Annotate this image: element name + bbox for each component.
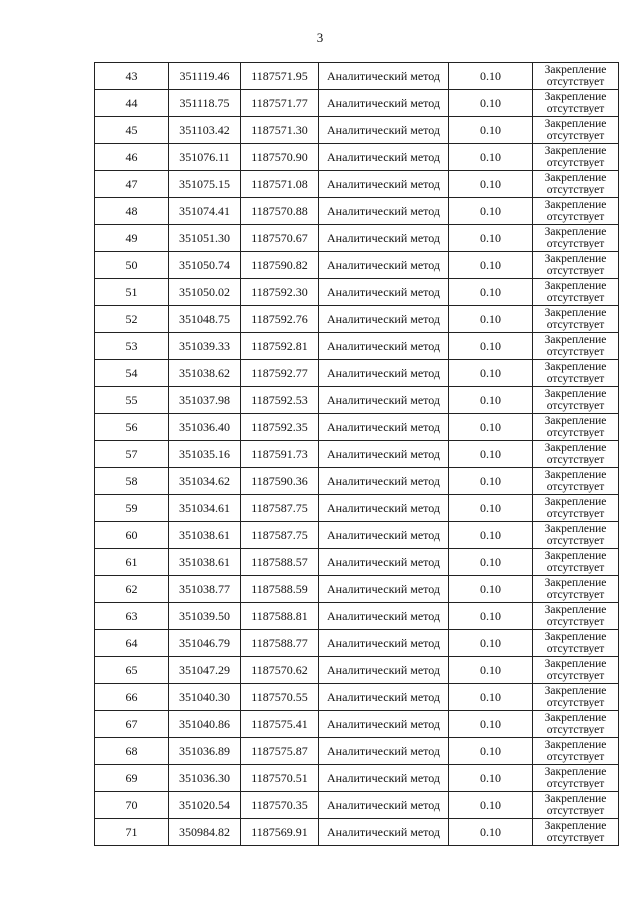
point-number-cell: 70 (95, 792, 169, 819)
method-cell: Аналитический метод (319, 198, 449, 225)
accuracy-cell: 0.10 (449, 333, 533, 360)
x-coordinate-cell: 351036.89 (169, 738, 241, 765)
y-coordinate-cell: 1187592.35 (241, 414, 319, 441)
fixation-line-2: отсутствует (546, 589, 605, 601)
accuracy-cell: 0.10 (449, 495, 533, 522)
x-coordinate-cell: 350984.82 (169, 819, 241, 846)
x-coordinate-cell: 351119.46 (169, 63, 241, 90)
fixation-line-1: Закрепление (544, 172, 607, 184)
table-row (95, 522, 619, 549)
table-row (95, 360, 619, 387)
accuracy-cell: 0.10 (449, 387, 533, 414)
fixation-line-2: отсутствует (546, 643, 605, 655)
accuracy-cell: 0.10 (449, 279, 533, 306)
x-coordinate-cell: 351047.29 (169, 657, 241, 684)
fixation-cell (533, 414, 619, 441)
fixation-line-1: Закрепление (544, 334, 607, 346)
y-coordinate-cell: 1187570.67 (241, 225, 319, 252)
point-number-cell: 68 (95, 738, 169, 765)
fixation-cell (533, 441, 619, 468)
fixation-cell (533, 144, 619, 171)
accuracy-cell: 0.10 (449, 657, 533, 684)
method-cell: Аналитический метод (319, 468, 449, 495)
fixation-cell (533, 819, 619, 846)
point-number-cell: 66 (95, 684, 169, 711)
x-coordinate-cell: 351036.40 (169, 414, 241, 441)
accuracy-cell: 0.10 (449, 306, 533, 333)
accuracy-cell: 0.10 (449, 738, 533, 765)
fixation-cell (533, 495, 619, 522)
table-row (95, 306, 619, 333)
method-cell: Аналитический метод (319, 495, 449, 522)
table-row (95, 198, 619, 225)
fixation-line-1: Закрепление (544, 712, 607, 724)
fixation-line-2: отсутствует (546, 130, 605, 142)
fixation-line-2: отсутствует (546, 238, 605, 250)
y-coordinate-cell: 1187588.81 (241, 603, 319, 630)
fixation-cell (533, 765, 619, 792)
fixation-line-2: отсутствует (546, 832, 605, 844)
fixation-line-2: отсутствует (546, 454, 605, 466)
y-coordinate-cell: 1187575.41 (241, 711, 319, 738)
fixation-line-1: Закрепление (544, 577, 607, 589)
page-number: 3 (316, 30, 324, 45)
method-cell: Аналитический метод (319, 360, 449, 387)
x-coordinate-cell: 351034.61 (169, 495, 241, 522)
point-number-cell: 47 (95, 171, 169, 198)
point-number-cell: 46 (95, 144, 169, 171)
table-row (95, 468, 619, 495)
fixation-line-2: отсутствует (546, 616, 605, 628)
accuracy-cell: 0.10 (449, 765, 533, 792)
table-row (95, 765, 619, 792)
fixation-line-1: Закрепление (544, 307, 607, 319)
point-number-cell: 54 (95, 360, 169, 387)
x-coordinate-cell: 351034.62 (169, 468, 241, 495)
fixation-line-2: отсутствует (546, 373, 605, 385)
point-number-cell: 50 (95, 252, 169, 279)
table-row (95, 738, 619, 765)
point-number-cell: 63 (95, 603, 169, 630)
point-number-cell: 45 (95, 117, 169, 144)
fixation-cell (533, 63, 619, 90)
y-coordinate-cell: 1187592.81 (241, 333, 319, 360)
y-coordinate-cell: 1187590.82 (241, 252, 319, 279)
fixation-cell (533, 252, 619, 279)
method-cell: Аналитический метод (319, 306, 449, 333)
y-coordinate-cell: 1187587.75 (241, 522, 319, 549)
table-row (95, 495, 619, 522)
y-coordinate-cell: 1187570.55 (241, 684, 319, 711)
table-row (95, 630, 619, 657)
x-coordinate-cell: 351048.75 (169, 306, 241, 333)
y-coordinate-cell: 1187588.77 (241, 630, 319, 657)
x-coordinate-cell: 351038.61 (169, 522, 241, 549)
fixation-line-1: Закрепление (544, 361, 607, 373)
point-number-cell: 64 (95, 630, 169, 657)
point-number-cell: 62 (95, 576, 169, 603)
accuracy-cell: 0.10 (449, 684, 533, 711)
x-coordinate-cell: 351074.41 (169, 198, 241, 225)
accuracy-cell: 0.10 (449, 549, 533, 576)
fixation-line-1: Закрепление (544, 820, 607, 832)
y-coordinate-cell: 1187570.88 (241, 198, 319, 225)
fixation-cell (533, 549, 619, 576)
x-coordinate-cell: 351103.42 (169, 117, 241, 144)
point-number-cell: 56 (95, 414, 169, 441)
accuracy-cell: 0.10 (449, 711, 533, 738)
fixation-line-2: отсутствует (546, 697, 605, 709)
method-cell: Аналитический метод (319, 738, 449, 765)
table-row (95, 225, 619, 252)
accuracy-cell: 0.10 (449, 171, 533, 198)
fixation-cell (533, 684, 619, 711)
method-cell: Аналитический метод (319, 792, 449, 819)
y-coordinate-cell: 1187592.53 (241, 387, 319, 414)
y-coordinate-cell: 1187570.62 (241, 657, 319, 684)
fixation-line-1: Закрепление (544, 766, 607, 778)
method-cell: Аналитический метод (319, 549, 449, 576)
x-coordinate-cell: 351118.75 (169, 90, 241, 117)
point-number-cell: 43 (95, 63, 169, 90)
method-cell: Аналитический метод (319, 819, 449, 846)
fixation-line-2: отсутствует (546, 211, 605, 223)
coordinates-table (94, 62, 619, 846)
fixation-line-2: отсутствует (546, 346, 605, 358)
point-number-cell: 58 (95, 468, 169, 495)
x-coordinate-cell: 351036.30 (169, 765, 241, 792)
fixation-line-2: отсутствует (546, 184, 605, 196)
fixation-cell (533, 360, 619, 387)
point-number-cell: 53 (95, 333, 169, 360)
fixation-cell (533, 225, 619, 252)
point-number-cell: 65 (95, 657, 169, 684)
y-coordinate-cell: 1187569.91 (241, 819, 319, 846)
accuracy-cell: 0.10 (449, 441, 533, 468)
point-number-cell: 52 (95, 306, 169, 333)
fixation-cell (533, 279, 619, 306)
accuracy-cell: 0.10 (449, 117, 533, 144)
accuracy-cell: 0.10 (449, 468, 533, 495)
fixation-cell (533, 171, 619, 198)
x-coordinate-cell: 351040.30 (169, 684, 241, 711)
fixation-line-1: Закрепление (544, 469, 607, 481)
fixation-cell (533, 792, 619, 819)
method-cell: Аналитический метод (319, 522, 449, 549)
fixation-cell (533, 387, 619, 414)
table-row (95, 279, 619, 306)
point-number-cell: 60 (95, 522, 169, 549)
fixation-cell (533, 603, 619, 630)
accuracy-cell: 0.10 (449, 360, 533, 387)
fixation-cell (533, 522, 619, 549)
table-row (95, 333, 619, 360)
table-row (95, 387, 619, 414)
table-row (95, 252, 619, 279)
table-row (95, 819, 619, 846)
x-coordinate-cell: 351046.79 (169, 630, 241, 657)
y-coordinate-cell: 1187570.35 (241, 792, 319, 819)
fixation-line-2: отсутствует (546, 292, 605, 304)
x-coordinate-cell: 351035.16 (169, 441, 241, 468)
point-number-cell: 48 (95, 198, 169, 225)
method-cell: Аналитический метод (319, 441, 449, 468)
accuracy-cell: 0.10 (449, 819, 533, 846)
fixation-cell (533, 630, 619, 657)
accuracy-cell: 0.10 (449, 414, 533, 441)
fixation-line-2: отсутствует (546, 508, 605, 520)
fixation-line-1: Закрепление (544, 226, 607, 238)
point-number-cell: 67 (95, 711, 169, 738)
table-row (95, 171, 619, 198)
method-cell: Аналитический метод (319, 711, 449, 738)
fixation-line-2: отсутствует (546, 562, 605, 574)
fixation-line-2: отсутствует (546, 157, 605, 169)
accuracy-cell: 0.10 (449, 225, 533, 252)
table-row (95, 63, 619, 90)
y-coordinate-cell: 1187592.76 (241, 306, 319, 333)
x-coordinate-cell: 351050.02 (169, 279, 241, 306)
fixation-line-1: Закрепление (544, 442, 607, 454)
fixation-line-1: Закрепление (544, 550, 607, 562)
fixation-line-2: отсутствует (546, 778, 605, 790)
method-cell: Аналитический метод (319, 90, 449, 117)
x-coordinate-cell: 351051.30 (169, 225, 241, 252)
table-row (95, 684, 619, 711)
fixation-line-1: Закрепление (544, 388, 607, 400)
x-coordinate-cell: 351039.33 (169, 333, 241, 360)
y-coordinate-cell: 1187588.57 (241, 549, 319, 576)
x-coordinate-cell: 351075.15 (169, 171, 241, 198)
table-row (95, 657, 619, 684)
fixation-line-2: отсутствует (546, 481, 605, 493)
accuracy-cell: 0.10 (449, 63, 533, 90)
point-number-cell: 55 (95, 387, 169, 414)
fixation-line-1: Закрепление (544, 631, 607, 643)
y-coordinate-cell: 1187591.73 (241, 441, 319, 468)
x-coordinate-cell: 351039.50 (169, 603, 241, 630)
point-number-cell: 49 (95, 225, 169, 252)
fixation-line-1: Закрепление (544, 793, 607, 805)
y-coordinate-cell: 1187588.59 (241, 576, 319, 603)
point-number-cell: 71 (95, 819, 169, 846)
accuracy-cell: 0.10 (449, 252, 533, 279)
fixation-line-1: Закрепление (544, 658, 607, 670)
fixation-line-2: отсутствует (546, 319, 605, 331)
fixation-cell (533, 333, 619, 360)
table-row (95, 792, 619, 819)
accuracy-cell: 0.10 (449, 522, 533, 549)
method-cell: Аналитический метод (319, 171, 449, 198)
x-coordinate-cell: 351020.54 (169, 792, 241, 819)
point-number-cell: 51 (95, 279, 169, 306)
accuracy-cell: 0.10 (449, 792, 533, 819)
table-row (95, 441, 619, 468)
fixation-cell (533, 468, 619, 495)
table-row (95, 603, 619, 630)
method-cell: Аналитический метод (319, 144, 449, 171)
fixation-line-1: Закрепление (544, 280, 607, 292)
method-cell: Аналитический метод (319, 117, 449, 144)
fixation-cell (533, 90, 619, 117)
fixation-cell (533, 738, 619, 765)
fixation-cell (533, 198, 619, 225)
table-row (95, 549, 619, 576)
table-row (95, 144, 619, 171)
method-cell: Аналитический метод (319, 765, 449, 792)
y-coordinate-cell: 1187592.77 (241, 360, 319, 387)
x-coordinate-cell: 351076.11 (169, 144, 241, 171)
x-coordinate-cell: 351038.77 (169, 576, 241, 603)
accuracy-cell: 0.10 (449, 576, 533, 603)
accuracy-cell: 0.10 (449, 198, 533, 225)
fixation-line-2: отсутствует (546, 805, 605, 817)
table-row (95, 90, 619, 117)
table-row (95, 414, 619, 441)
accuracy-cell: 0.10 (449, 603, 533, 630)
point-number-cell: 69 (95, 765, 169, 792)
fixation-cell (533, 711, 619, 738)
method-cell: Аналитический метод (319, 333, 449, 360)
y-coordinate-cell: 1187570.90 (241, 144, 319, 171)
fixation-line-2: отсутствует (546, 265, 605, 277)
method-cell: Аналитический метод (319, 225, 449, 252)
fixation-line-2: отсутствует (546, 400, 605, 412)
fixation-line-1: Закрепление (544, 64, 607, 76)
method-cell: Аналитический метод (319, 630, 449, 657)
fixation-cell (533, 306, 619, 333)
fixation-line-2: отсутствует (546, 670, 605, 682)
y-coordinate-cell: 1187571.77 (241, 90, 319, 117)
fixation-cell (533, 657, 619, 684)
x-coordinate-cell: 351038.62 (169, 360, 241, 387)
x-coordinate-cell: 351040.86 (169, 711, 241, 738)
fixation-line-2: отсутствует (546, 724, 605, 736)
y-coordinate-cell: 1187587.75 (241, 495, 319, 522)
point-number-cell: 59 (95, 495, 169, 522)
fixation-line-1: Закрепление (544, 739, 607, 751)
fixation-line-1: Закрепление (544, 253, 607, 265)
y-coordinate-cell: 1187571.30 (241, 117, 319, 144)
method-cell: Аналитический метод (319, 279, 449, 306)
method-cell: Аналитический метод (319, 603, 449, 630)
y-coordinate-cell: 1187570.51 (241, 765, 319, 792)
fixation-line-1: Закрепление (544, 91, 607, 103)
fixation-line-1: Закрепление (544, 523, 607, 535)
fixation-line-1: Закрепление (544, 685, 607, 697)
method-cell: Аналитический метод (319, 63, 449, 90)
table-row (95, 711, 619, 738)
method-cell: Аналитический метод (319, 657, 449, 684)
fixation-line-2: отсутствует (546, 76, 605, 88)
method-cell: Аналитический метод (319, 684, 449, 711)
x-coordinate-cell: 351050.74 (169, 252, 241, 279)
fixation-line-1: Закрепление (544, 199, 607, 211)
fixation-line-1: Закрепление (544, 496, 607, 508)
table-row (95, 576, 619, 603)
fixation-cell (533, 117, 619, 144)
method-cell: Аналитический метод (319, 387, 449, 414)
fixation-line-1: Закрепление (544, 118, 607, 130)
fixation-cell (533, 576, 619, 603)
fixation-line-2: отсутствует (546, 751, 605, 763)
x-coordinate-cell: 351037.98 (169, 387, 241, 414)
point-number-cell: 44 (95, 90, 169, 117)
fixation-line-1: Закрепление (544, 415, 607, 427)
y-coordinate-cell: 1187571.95 (241, 63, 319, 90)
x-coordinate-cell: 351038.61 (169, 549, 241, 576)
y-coordinate-cell: 1187590.36 (241, 468, 319, 495)
method-cell: Аналитический метод (319, 576, 449, 603)
method-cell: Аналитический метод (319, 414, 449, 441)
fixation-line-2: отсутствует (546, 427, 605, 439)
y-coordinate-cell: 1187592.30 (241, 279, 319, 306)
y-coordinate-cell: 1187575.87 (241, 738, 319, 765)
accuracy-cell: 0.10 (449, 630, 533, 657)
point-number-cell: 61 (95, 549, 169, 576)
accuracy-cell: 0.10 (449, 144, 533, 171)
fixation-line-1: Закрепление (544, 604, 607, 616)
method-cell: Аналитический метод (319, 252, 449, 279)
y-coordinate-cell: 1187571.08 (241, 171, 319, 198)
coordinates-table-body (95, 63, 619, 846)
fixation-line-2: отсутствует (546, 535, 605, 547)
accuracy-cell: 0.10 (449, 90, 533, 117)
fixation-line-1: Закрепление (544, 145, 607, 157)
table-row (95, 117, 619, 144)
fixation-line-2: отсутствует (546, 103, 605, 115)
point-number-cell: 57 (95, 441, 169, 468)
